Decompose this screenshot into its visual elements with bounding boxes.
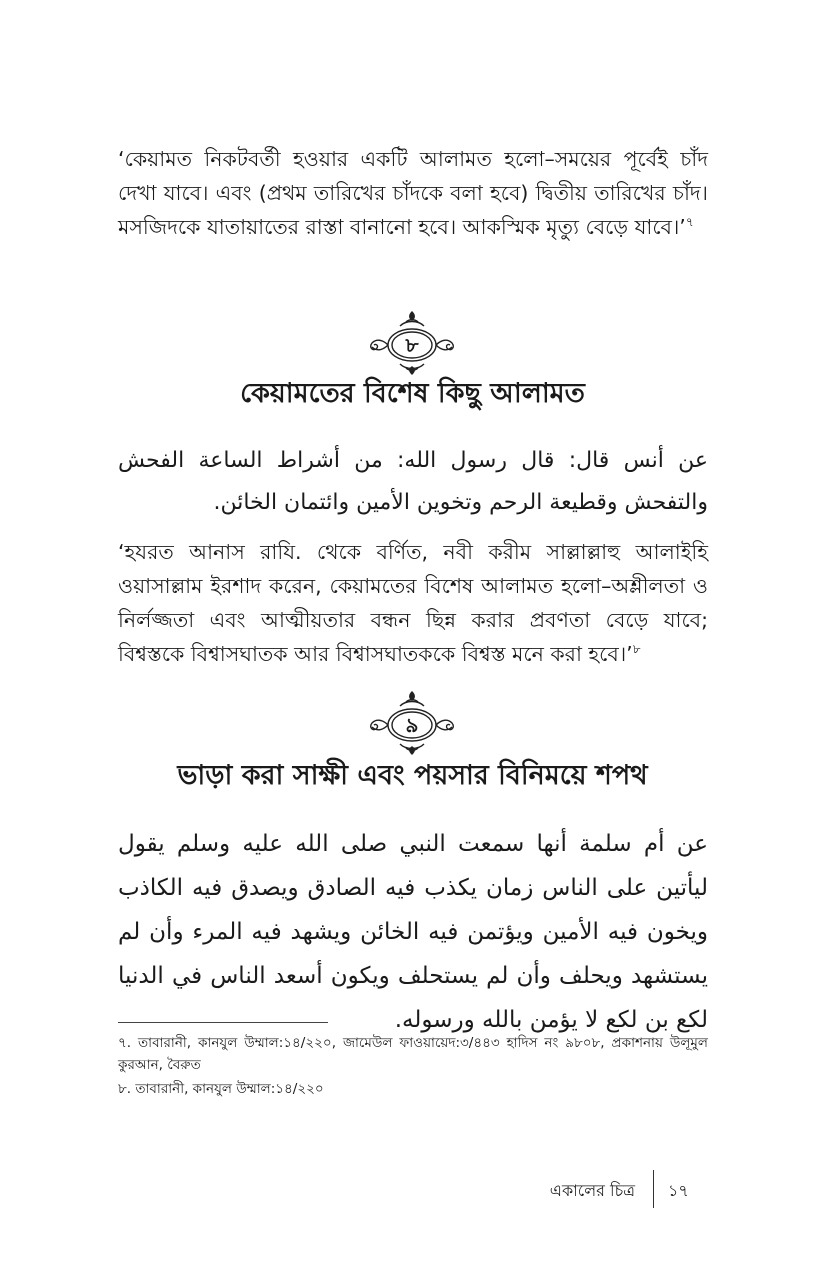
section-number-ornament <box>362 688 462 758</box>
footnote-marker-8: ৮ <box>632 642 641 657</box>
arabic-hadith: عن أنس قال: قال رسول الله: من أشراط الساعة الفحش والتفحش وقطيعة الرحم وتخوين الأمين وائتمان الخائن. <box>118 448 708 515</box>
intro-paragraph <box>118 142 708 244</box>
footnote-7: ৭. তাবারানী, কানযুল উম্মাল:১৪/২২০, জামেউল ফাওয়ায়েদ:৩/৪৪৩ হাদিস নং ৯৮০৮, প্রকাশনায় উলূমুল কুরআন, বৈরুত <box>118 1035 708 1073</box>
footnote-8: ৮. তাবারানী, কানযুল উম্মাল:১৪/২২০ <box>118 1081 324 1097</box>
running-footer-title: একালের চিত্র <box>549 1181 635 1200</box>
translation-paragraph <box>118 535 708 671</box>
arabic-hadith: عن أم سلمة أنها سمعت النبي صلى الله عليه وسلم يقول ليأتين على الناس زمان يكذب فيه الصادق ويصدق فيه الكاذب ويخون فيه الأمين ويؤتمن فيه الخائن ويشهد فيه المرء وأن لم يستشهد ويحلف وأن لم يستحلف ويكون أسعد الناس في الدنيا لكع بن لكع لا يؤمن بالله ورسوله. <box>118 831 708 1033</box>
section-number: ৮ <box>405 333 419 357</box>
footer-separator <box>653 1170 654 1208</box>
section-heading: ভাড়া করা সাক্ষী এবং পয়সার বিনিময়ে শপথ <box>177 760 648 791</box>
section-heading: কেয়ামতের বিশেষ কিছু আলামত <box>240 378 585 409</box>
translation-text: ‘হযরত আনাস রাযি. থেকে বর্ণিত, নবী করীম সাল্লাল্লাহু আলাইহি ওয়াসাল্লাম ইরশাদ করেন, কেয়ামতের বিশেষ আলামত হলো–অশ্লীলতা ও নির্লজ্জতা এবং আত্মীয়তার বন্ধন ছিন্ন করার প্রবণতা বেড়ে যাবে; বিশ্বস্তকে বিশ্বাসঘাতক আর বিশ্বাসঘাতককে বিশ্বস্ত মনে করা হবে।’ <box>118 540 708 666</box>
section-number: ৯ <box>405 713 419 737</box>
footnote-divider <box>118 1022 328 1023</box>
page-number: ১৭ <box>668 1181 689 1200</box>
intro-text: ‘কেয়ামত নিকটবর্তী হওয়ার একটি আলামত হলো–সময়ের পূর্বেই চাঁদ দেখা যাবে। এবং (প্রথম তারিখের চাঁদকে বলা হবে) দ্বিতীয় তারিখের চাঁদ। মসজিদকে যাতায়াতের রাস্তা বানানো হবে। আকস্মিক মৃত্যু বেড়ে যাবে।’ <box>118 147 708 239</box>
footnote-marker-7: ৭ <box>685 215 694 230</box>
section-number-ornament <box>362 308 462 378</box>
